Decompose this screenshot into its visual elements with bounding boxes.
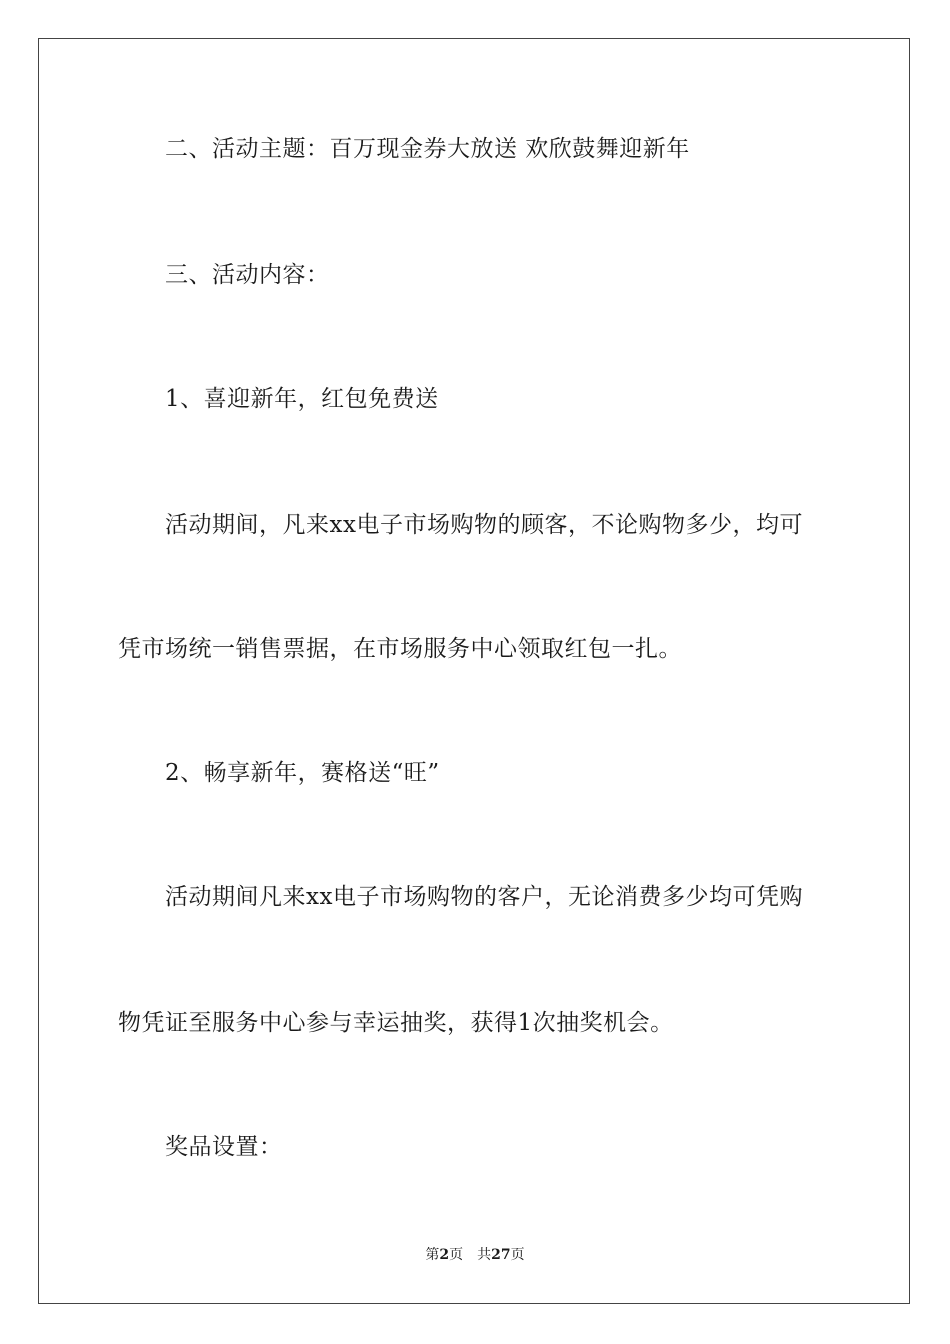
prize-settings-heading: 奖品设置： xyxy=(165,1134,283,1160)
body-paragraph-2-line-1: 活动期间凡来xx电子市场购物的客户，无论消费多少均可凭购 xyxy=(165,884,803,910)
footer-page-prefix: 第 xyxy=(425,1247,440,1263)
body-paragraph-1-line-2: 凭市场统一销售票据，在市场服务中心领取红包一扎。 xyxy=(118,636,682,662)
page-border xyxy=(38,38,910,1304)
page-footer xyxy=(0,1246,950,1264)
item-heading-1: 1、喜迎新年，红包免费送 xyxy=(165,386,439,412)
footer-total-suffix: 页 xyxy=(510,1247,525,1263)
item-heading-2: 2、畅享新年，赛格送“旺” xyxy=(165,760,440,786)
body-paragraph-2-line-2: 物凭证至服务中心参与幸运抽奖，获得1次抽奖机会。 xyxy=(118,1010,674,1036)
footer-total-prefix: 共 xyxy=(477,1247,492,1263)
footer-page-number: 2 xyxy=(439,1247,450,1263)
body-paragraph-1-line-1: 活动期间，凡来xx电子市场购物的顾客，不论购物多少，均可 xyxy=(165,512,803,538)
section-heading-theme: 二、活动主题：百万现金券大放送 欢欣鼓舞迎新年 xyxy=(165,136,690,162)
footer-page-suffix: 页 xyxy=(449,1247,464,1263)
section-heading-content: 三、活动内容： xyxy=(165,262,330,288)
footer-total-pages: 27 xyxy=(491,1247,511,1263)
